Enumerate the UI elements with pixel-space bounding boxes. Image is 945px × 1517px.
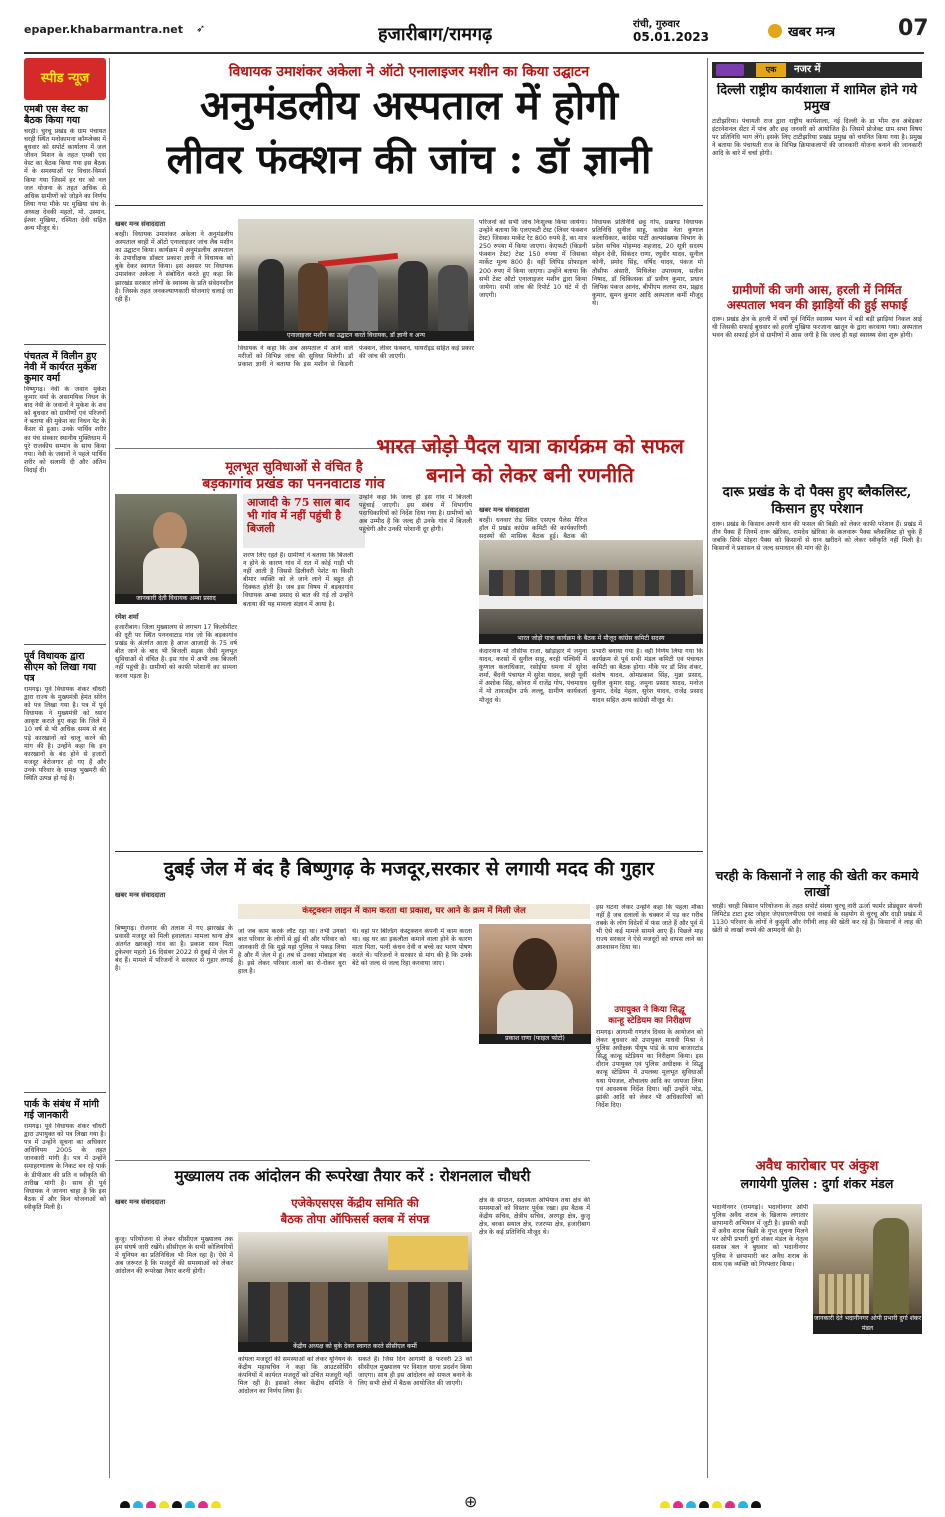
- roshan-sub-headline-line2: बैठक तोपा ऑफिसर्स क्लब में संपन्न: [280, 1212, 430, 1226]
- roshan-headline: मुख्यालय तक आंदोलन की रूपरेखा तैयार करें : रोशनलाल चौधरी: [174, 1167, 531, 1185]
- footer-color-marks-right: [660, 1496, 830, 1508]
- stadium-headline-line1: उपायुक्त ने किया सिद्धू: [614, 1005, 685, 1015]
- right-story-4: [712, 868, 922, 1153]
- right-story-3: [712, 484, 922, 864]
- stadium-headline-line2: कान्हू स्टेडियम का निरीक्षण: [608, 1016, 691, 1026]
- village-photo-person: [153, 512, 187, 552]
- dubai-photo-shirt: [497, 990, 573, 1034]
- dubai-col2: [238, 928, 346, 1155]
- lead-body-col1: बरही। विधायक उमाशंकर अकेला ने अनुमंडलीय अस्पताल बरही में ऑटो एनालाइजर जांच लैब मशीन का उद्घाटन किया। कार्यक्रम में अनुमंडलीय अस्पताल के उपाधीक्षक डॉक्टर प्रकाश ज्ञानी ने विधायक को बुके देकर स्वागत किया। इस अवसर पर विधायक उमाशंकर अकेला ने संबोधित करते हुए कहा कि झारखंड सरकार लोगों के स्वास्थ्य के प्रति संवेदनशील है। जिसके तहत जनकल्याणकारी योजनाएं चलाई जा रही हैं।: [115, 231, 233, 303]
- right-story-5-photo: [813, 1204, 922, 1314]
- brief-2-body: विष्णुगढ़। नेवी के जवान मुकेश कुमार वर्मा के असामयिक निधन के बाद नेवी के जवानों ने मुकेश के शव को बुधवार को ग्रामीणों एवं परिजनों ने बताया की मुकेश का निधन पेट के कैंसर से हुआ। उनके पार्थिव शरीर का पंच संस्कार स्थानीय मुक्तिधाम में पूरे राजकीय सम्मान के साथ किया गया। नेवी के जवानों ने पहले पार्थिव शरीर को सलामी दी और अंतिम विदाई दी।: [24, 386, 106, 474]
- brief-3-title: पूर्व विधायक द्वारा सीएम को लिखा गया पत्र: [24, 651, 96, 684]
- lead-col2: [238, 345, 474, 445]
- speed-news-label: स्पीड न्यूज: [40, 71, 90, 86]
- right-story-4-body: चरही। चरही किसान परियोजना के तहत सपोर्ट संस्था चुरचू नारी ऊर्जा फार्मर प्रोड्यूसर कंपनी लिमिटेड टाटा ट्रस्ट जोहार जेएसएलपीएस एवं नाबार्ड के सहयोग से चुरचू और दाड़ी प्रखंड में 1130 परिवार के लोगों ने कुसुमी और रंगीनी लाह की खेती कर रहे हैं। किसानों ने लाह की खेती से लाखों रुपये की आमदनी की है।: [712, 903, 922, 935]
- right-column-divider: [707, 58, 708, 1478]
- bharat-jodo-photo-table: [479, 595, 703, 609]
- dubai-col4: [596, 904, 703, 999]
- dubai-body-col1: बिष्णुगढ़। रोजगार की तलाश में गए झारखंड के प्रवासी मजदूर को मिली हवालात। मामला थाना क्षेत्र अंतर्गत खरकट्टो गांव का है। प्रकाश साव पिता टुकेश्वर महतो 16 दिसंबर 2022 से दुबई में जेल में बंद हैं। मामले में परिजनों ने सरकार से गुहार लगाई है।: [115, 925, 233, 973]
- right-section-header: [712, 62, 922, 78]
- village-kicker: मूलभूत सुविधाओं से वंचित है: [225, 460, 363, 475]
- brief-2-title: पंचतत्व में विलीन हुए नेवी में कार्यरत मुकेश कुमार वर्मा: [24, 351, 97, 384]
- right-story-1-body: टाटीझरिया। पंचायती राज द्वारा राष्ट्रीय कार्यशाला, नई दिल्ली के डा भीम राव अंबेडकर इंटरनेशनल सेंटर में पांच और छह जनवरी को आयोजित है। जिसमें प्रोजेक्ट ग्राम सभा विषय पर प्रतिनिधि भाग लेंगे। इसके लिए टाटीझरिया प्रखंड प्रमुख को चयनित किया गया है। प्रमुख ने बताया कि पंचायती राज के विभिन्न क्रियाकलापों की जानकारी योजना बनाने की जानकारी आदि के बारे में चर्चा होगी।: [712, 118, 922, 158]
- roshan-col2: [238, 1356, 352, 1478]
- right-story-5-photo-officer: [873, 1218, 909, 1314]
- right-story-5-headline-block: [712, 1157, 922, 1199]
- brief-1: [24, 104, 106, 338]
- right-story-5-photo-bottles: [819, 1274, 869, 1314]
- bharat-jodo-photo-caption: भारत जोड़ो यात्रा कार्यक्रम के बैठक में मौजूद कांग्रेस कमिटी सदस्य: [479, 634, 703, 644]
- bharat-jodo-photo: [479, 540, 703, 634]
- lead-col1: [115, 219, 233, 444]
- left-column: [24, 104, 106, 1474]
- dubai-subhead-band: [238, 904, 590, 919]
- brief-4: [24, 1099, 106, 1423]
- roshan-byline: खबर मन्त्र संवाददाता: [115, 1198, 166, 1206]
- dubai-bottom-rule: [115, 1160, 590, 1161]
- mid-rule: [115, 851, 703, 852]
- issue-date: 05.01.2023: [633, 30, 709, 44]
- lead-headline-rule: [115, 205, 703, 206]
- bharat-jodo-body-col3: प्रभारी बनाया गया है। वहीं निर्णय लिया गया कि कार्यक्रम से पूर्व सभी मंडल कमिटी एवं पंचायत कमिटी का बैठक होगा। मौके पर डॉ शिव शंकर, संतोष यादव, ओमप्रकाश सिंह, मुन्ना प्रसाद, सुनील कुमार साहू, जमुना प्रसाद यादव, मनोज कुमार, देवेंद्र मेहता, सुरेश यादव, राजेंद्र प्रसाद यादव सहित अन्य कांग्रेसी मौजूद थे।: [592, 648, 703, 704]
- lead-body-col4: विधायक प्रतिनिधि छट्टू गोप, प्रखण्ड विधायक प्रतिनिधि सुनील साहू, कांग्रेस नेता कुणाल कलाधिकार, कांग्रेस पार्टी अल्पसंख्यक विभाग के प्रदेश सचिव मोहम्मद शहजाद, 20 सूत्री सदस्य मोहन देवी, सिकंदर राणा, रघुवीर यादव, सुनील कोनी, प्रमोद सिंह, वर्षिद यादव, पंकज मो तौसीफ अंसारी, मिथिलेश उपाध्याय, सतीश निषाद, डॉ चिकित्सक डॉ प्रवीण कुमार, प्रधान लिपिक पंकज आनंद, बीपीएम ललपा राम, प्रह्लाद कुमार, सुमन कुमार आदि अस्पताल कर्मी मौजूद थे।: [592, 219, 703, 307]
- right-story-5-headline-line2: लगायेगी पुलिस : दुर्गा शंकर मंडल: [740, 1176, 894, 1191]
- right-story-4-headline: चरही के किसानों ने लाह की खेती कर कमाये लाखों: [715, 868, 919, 899]
- brief-4-title: पार्क के संबंध में मांगी गई जानकारी: [24, 1099, 99, 1121]
- lead-kicker: विधायक उमाशंकर अकेला ने ऑटो एनालाइजर मशीन का किया उद्घाटन: [228, 64, 590, 80]
- edition-title: हजारीबाग/रामगढ़: [378, 24, 493, 45]
- lead-headline-line2: लीवर फंक्शन की जांच : डॉ ज्ञानी: [166, 136, 652, 183]
- village-headline: बड़कागांव प्रखंड का पननवाटाड गांव: [202, 476, 385, 492]
- footer-color-marks-left: [120, 1496, 290, 1508]
- village-byline: रमेश शर्मा: [115, 613, 139, 621]
- roshan-col1: [115, 1197, 233, 1478]
- lead-photo-person: [348, 265, 378, 331]
- brand-logo-icon: [768, 24, 782, 38]
- lead-photo-person: [258, 259, 284, 331]
- dubai-photo-caption: प्रकाश राणा (फाइल फोटो): [479, 1034, 591, 1044]
- lead-photo-person: [438, 265, 468, 331]
- bharat-jodo-col2: [479, 648, 587, 845]
- cursor-icon: ➶: [196, 22, 206, 35]
- stadium-body: रामगढ़। आगामी गणतंत्र दिवस के आयोजन को लेकर बुधवार को उपायुक्त माधवी मिश्रा ने पुलिस अधीक्षक पीयूष पांडे के साथ बाजारटांड सिद्धू कान्हू स्टेडियम का निरीक्षण किया। इस दौरान उपायुक्त एवं पुलिस अधीक्षक ने सिद्धू कान्हू स्टेडियम में उपलब्ध मूलभूत सुविधाओं यथा पेयजल, शौचालय आदि का जायजा लिया एवं आवश्यक निर्देश दिया। वहीं उन्होंने परेड, झांकी आदि को लेकर भी अधिकारियों को निर्देश दिए।: [596, 1029, 703, 1109]
- section-label: नजर में: [794, 64, 821, 75]
- dubai-photo: [479, 924, 591, 1034]
- brief-4-body: रामगढ़। पूर्व विधायक शंकर चौधरी द्वारा उपायुक्त को पत्र लिखा गया है। पत्र में उन्होंने सूचना का अधिकार अधिनियम 2005 के तहत जानकारी मांगी है। पत्र में उन्होंने समाहरणालय के निकट बन रहे पार्क के डीपीआर की प्रति व स्वीकृति की तारीख मांगी है। साथ ही पूर्व विधायक ने जानना चाहा है कि इस बैठक में और किन योजनाओं को स्वीकृति मिली है।: [24, 1123, 106, 1211]
- right-story-3-body: दारू। प्रखंड के किसान अपनी धान की फसल की बिक्री को लेकर काफी परेशान हैं। प्रखंड में तीन पैक्स हैं जिनमें दारू खेरिका, रामदेव खेरिका के कलवारू पैक्स ब्लैकलिस्ट हो चुके हैं जबकि सिर्फ मोहरा पैक्स को किसानों से धान खरीदने को लेकर स्वीकृति नहीं मिली है। किसानों ने प्रशासन से जल्द समाधान की मांग की है।: [712, 521, 922, 553]
- village-col2: [243, 552, 353, 845]
- right-story-3-headline: दारू प्रखंड के दो पैक्स हुए ब्लैकलिस्ट, किसान हुए परेशान: [722, 484, 912, 517]
- roshan-body-col3: सकते हैं। जिस दिन आगामी 8 फरवरी 23 को सीसीएल मुख्यालय पर विशाल धरना प्रदर्शन किया जाएगा। साथ ही इस आंदोलन को सफल बनाने के लिए सभी क्षेत्रों में बैठक आयोजित की जाएगी।: [358, 1356, 472, 1388]
- lead-col4: [592, 219, 703, 444]
- lead-body-col2: विधायक ने कहा कि अब अस्पताल में आने वाले मरीजों को विभिन्न जांच की सुविधा मिलेगी। डॉ प्रकाश ज्ञानी ने बताया कि इस मशीन से किडनी फंक्शन, लीवर फंक्शन, थायरॉइड सहित कई प्रकार की जांच की जाएगी।: [238, 345, 474, 369]
- dubai-body-col2: जो जब काम करके लौट रहा था। तभी उनको बात परिवार के लोगों से हुई थी और परिवार को जानकारी दी कि मुझे यहां पुलिस ने पकड़ लिया है और मैं जेल में हूं। तब से उनका मोबाइल बंद है। इसे लेकर परिवार वालों का रो-रोकर बुरा हाल है।: [238, 928, 346, 976]
- lead-photo-person: [398, 261, 428, 331]
- website-url[interactable]: epaper.khabarmantra.net: [24, 23, 183, 36]
- right-story-2: [712, 283, 922, 479]
- registration-mark-icon: ⊕: [464, 1492, 478, 1511]
- lead-photo: [238, 219, 474, 331]
- bharat-jodo-photo-people: [489, 570, 693, 596]
- bharat-jodo-byline: खबर मन्त्र संवाददाता: [479, 506, 530, 514]
- bharat-jodo-headline: भारत जोड़ो पैदल यात्रा कार्यक्रम को सफल बनाने को लेकर बनी रणनीति: [376, 434, 684, 487]
- masthead: [0, 0, 945, 52]
- roshan-col4: [479, 1197, 590, 1478]
- roshan-photo-banner: [388, 1236, 468, 1270]
- lead-headline-line1: अनुमंडलीय अस्पताल में होगी: [199, 82, 619, 129]
- dubai-photo-face: [513, 938, 557, 992]
- masthead-rule: [24, 52, 924, 54]
- dubai-body-col3: थे। वहां पर बिल्डिंग कंस्ट्रक्शन कंपनी में काम करता था। वह घर का इकलौता कमाने वाला होने के कारण माता पिता, पत्नी कंचन देवी व बच्चे का भरण पोषण करते थे। परिजनों ने सरकार से मांग की है कि उनके बेटे को जल्द से जल्द रिहा करवाया जाए।: [352, 928, 472, 968]
- village-photo: [115, 494, 237, 594]
- lead-body-col3: परिजनों को सभी जांच निःशुल्क किया जायेगा। उन्होंने बताया कि एलएफटी टेस्ट (लिवर फंक्शन टेस्ट) जिसका मार्केट रेट 800 रुपये है, का मात्र 250 रुपया में किया जाएगा। केएफटी (किडनी फंक्शन टेस्ट) टेस्ट 150 रुपया में जिसका मार्केट मूल्य 800 है। वहीं लिपिड प्रोफाइल 200 रुपए में किया जाएगा। उन्होंने बताया कि सभी टेस्ट ऑटो एनालाइजर मशीन द्वारा किया जायेगा। सभी जांच की रिपोर्ट 10 घंटे में दी जाएगी।: [479, 219, 587, 299]
- bharat-jodo-body-col1: बरही। धनवार रोड स्थित एसएच पैलेस मैरिज हॉल में प्रखंड कांग्रेस कमिटी की कार्यकारिणी सदस्यों की मासिक बैठक हुई। बैठक की: [479, 517, 587, 541]
- brief-1-body: चरही। चुरचू प्रखंड के ग्राम पंचायत चरही स्थित मनोकामना कॉम्प्लेक्स में बुधवार को सपोर्ट कार्यालय में जल जीवन मिशन के तहत एमबी एस वेस्ट का बैठक किया गया इस बैठक में के समस्याओं पर विचार-विमर्श किया गया जिसमें हर घर को नल जल योजना के तहत अधिक से अधिक ग्रामीणों को जोड़ने का निर्णय लिया गया मौके पर मुखिया संघ के अध्यक्ष देवकी महतो, मो. उस्मान, ईश्वर मुखिया, रश्मिता देवी सहित अन्य मौजूद थे।: [24, 128, 106, 233]
- dubai-col1: [115, 890, 233, 1155]
- dubai-headline: दुबई जेल में बंद है बिष्णुगढ़ के मजदूर,सरकार से लगायी मदद की गुहार: [163, 858, 655, 880]
- village-col1: [115, 612, 237, 845]
- stadium-story: [596, 1004, 703, 1478]
- brief-1-title: एमबी एस वेस्ट का बैठक किया गया: [24, 104, 88, 126]
- right-story-5-body: भदानीनगर (रामगढ़)। भदानीनगर ओपी पुलिस अवैध शराब के खिलाफ लगातार छापामारी अभियान में जुटी है। इसकी कड़ी में अवैध शराब बिक्री के गुप्त सूचना मिलने पर ओपी प्रभारी दुर्गा शंकर मंडल के नेतृत्व सशस्त्र बल ने बुधवार को भदानीनगर पुलिस ने छापामारी कर अवैध शराब के साथ एक व्यक्ति को गिरफ्तार किया।: [712, 1204, 808, 1268]
- roshan-photo-caption: केंद्रीय अध्यक्ष को बुके देकर स्वागत करते सीसीएल कर्मी: [238, 1342, 472, 1352]
- dubai-subhead: कंस्ट्रक्शन लाइन में काम करता था प्रकाश, घर आने के क्रम में मिली जेल: [302, 906, 526, 916]
- roshan-sub-headline-line1: एजेकेएसएस केंद्रीय समिति की: [291, 1196, 419, 1210]
- lead-photo-caption: एनालाइजर मशीन का उद्घाटन करते विधायक, डॉ ज्ञानी व अन्य: [238, 331, 474, 341]
- page-number: 07: [898, 16, 929, 41]
- right-story-2-body: दारू। प्रखंड क्षेत्र के हरली में वर्षों पूर्व निर्मित स्वास्थ्य भवन में बड़ी बड़ी झाड़ियां निकल आई थी जिसकी सफाई बुधवार को हरली मुखिया फरजाना खातून के द्वारा करवाया गया। अस्पताल भवन की सफाई होने से ग्रामीणों में आस जगी है कि जल्द ही यहां स्वास्थ्य सेवा शुरू होगी।: [712, 316, 922, 340]
- right-story-5-col1: [712, 1204, 808, 1478]
- section-icon: [716, 64, 744, 76]
- brief-3-body: रामगढ़। पूर्व विधायक शंकर चौधरी द्वारा राज्य के मुख्यमंत्री हेमंत सोरेन को पत्र लिखा गया है। पत्र में पूर्व विधायक ने मुख्यमंत्री को ध्यान आकृष्ट कराते हुए कहा कि जिले में 10 वर्ष से भी अधिक समय से बंद पड़े कारखानों को चालू करने की मांग की है। उन्होंने कहा कि इन कारखानों के बंद होने से हजारों मजदूर बेरोजगार हो गए हैं और उनके परिवार के समक्ष भुखमरी की स्थिति उत्पन्न हो गई है।: [24, 686, 106, 783]
- village-photo-caption: जानकारी देती विधायक अम्बा प्रसाद: [115, 594, 237, 604]
- village-body-col2: शरण लिए रहते हैं। ग्रामीणों ने बताया कि बिजली न होने के कारण गांव में रात में कोई गाड़ी भी नहीं आती है जिससे डिलीवरी पेशेंट या किसी बीमार व्यक्ति को ले जाने लाने में बहुत ही दिक्कत होती है। जब इस विषय में बड़कागांव विधायक अम्बा प्रसाद से बात की गई तो उन्होंने बताया की यह मामला संज्ञान में आया है।: [243, 552, 353, 608]
- brand-name: खबर मन्त्र: [788, 25, 836, 40]
- section-tag: एक: [756, 63, 786, 77]
- dubai-byline: खबर मन्त्र संवाददाता: [115, 891, 166, 899]
- lead-byline: खबर मन्त्र संवाददाता: [115, 220, 166, 228]
- village-col3: [359, 494, 472, 845]
- lead-col3: [479, 219, 587, 349]
- dubai-body-col4: इस घटना लेकर उन्होंने कहा कि पहला मौका नहीं है जब दलालों के चक्कर में पड़ कर गरीब तबके के लोग विदेशों में फंस जाते हैं और पूर्व में भी ऐसे कई मामले सामने आए हैं। पिछले माह राज्य सरकार ने ऐसे मजदूरों को वापस लाने का आश्वासन दिया था।: [596, 904, 703, 952]
- brief-3: [24, 651, 106, 1086]
- roshan-col3: [358, 1356, 472, 1478]
- village-pullquote-box: [243, 494, 365, 548]
- dubai-col3: [352, 928, 472, 1155]
- village-body-col3: उन्होंने कहा कि जल्द ही इस गांव में बिजली पहुंचाई जाएगी। इस संबंध में विभागीय पदाधिकारियों को निर्देश दिया गया है। ग्रामीणों को अब उम्मीद है कि जल्द ही उनके गांव में बिजली पहुंचेगी और उनकी परेशानी दूर होगी।: [359, 494, 472, 534]
- village-body-col1: हजारीबाग। जिला मुख्यालय से लगभग 17 किलोमीटर की दूरी पर स्थित पननवाटाड गांव जो कि बड़कागांव प्रखंड के अंतर्गत आता है आज आजादी के 75 वर्ष बीत जाने के बाद भी बिजली सड़क जैसी मूलभूत सुविधाओं से वंचित है। इस गांव में अभी तक बिजली नहीं पहुंची है। ग्रामीणों को काफी परेशानी का सामना करना पड़ता है।: [115, 624, 237, 680]
- speed-news-logo: [24, 58, 106, 100]
- roshan-body-col2: कोयला मजदूरों की समस्याओं को लेकर यूनियन के केंद्रीय महासचिव ने कहा कि आउटसोर्सिंग कंपनियों में कार्यरत मजदूरों को उचित मजदूरी नहीं मिल रही है। इसको लेकर केंद्रीय समिति ने आंदोलन का निर्णय लिया है।: [238, 1356, 352, 1396]
- left-column-divider: [109, 58, 110, 1478]
- right-story-2-headline: ग्रामीणों की जगी आस, हरली में निर्मित अस्पताल भवन की झाड़ियों की हुई सफाई: [726, 283, 908, 312]
- right-story-1: [712, 83, 922, 279]
- right-story-1-headline: दिल्ली राष्ट्रीय कार्यशाला में शामिल होने गये प्रमुख: [716, 83, 918, 114]
- roshan-body-col1: कुजू। परियोजना से लेकर सीसीएल मुख्यालय तक हम संघर्ष जारी रखेंगे। सीसीएल के सभी कोलियरियों में यूनियन का प्रतिनिधित्व भी मिल रहा है। ऐसे में अब जरूरत है कि मजदूरों की समस्याओं को लेकर आंदोलन की रूपरेखा तैयार करनी होगी।: [115, 1236, 233, 1276]
- roshan-photo-people: [248, 1282, 462, 1342]
- village-photo-person: [143, 548, 199, 594]
- brief-2: [24, 351, 106, 638]
- village-pullquote: आजादी के 75 साल बाद भी गांव में नहीं पहुंची है बिजली: [247, 496, 350, 535]
- lead-photo-person: [298, 263, 328, 331]
- roshan-photo: [238, 1232, 472, 1342]
- right-story-5-headline-line1: अवैध कारोबार पर अंकुश: [755, 1158, 879, 1174]
- right-story-5-photo-caption: जानकारी देते भदानीनगर ओपी प्रभारी दुर्गा शंकर मंडल: [813, 1315, 922, 1332]
- bharat-jodo-col3: [592, 648, 703, 845]
- city-day: रांची, गुरुवार: [633, 19, 680, 30]
- bharat-jodo-body-col2: केदारनाथ मो तौसीफ राजा, खोड़ाहार में जमुना यादव, करसो में सुनील साहू, बरही पश्चिमी में कुणाल कलाधिकार, रसोईया धमना में सुरेश शर्मा, बैंदनी पंचायत में सुरेश यादव, बरही पूर्वी में अशोक सिंह, कोनरा में राजेंद्र गोप, पंचमाधव में मो तावजद्दीन उर्फ लल्लू, ग्रामीण कार्यकर्ता मौजूद थे।: [479, 648, 587, 704]
- roshan-body-col4: क्षेत्र के संगठन, सदस्यता अभियान तथा क्षेत्र की समस्याओं को विस्तार पूर्वक रखा। इस बैठक में केंद्रीय सचिव, क्षेत्रीय सचिव, अरगड्डा क्षेत्र, कुजू क्षेत्र, बरका सयाल क्षेत्र, रजरप्पा क्षेत्र, हजारीबाग क्षेत्र के कई प्रतिनिधि मौजूद थे।: [479, 1197, 590, 1237]
